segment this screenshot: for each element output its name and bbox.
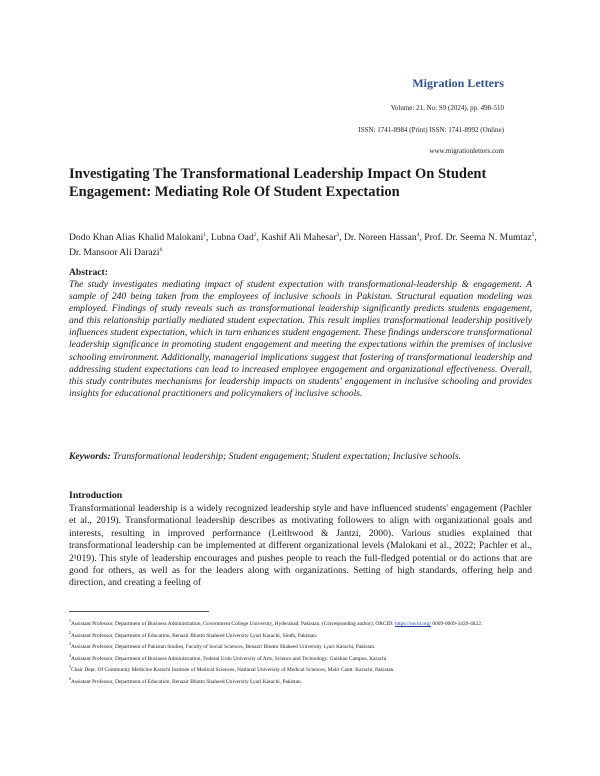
footnote-divider: [69, 611, 209, 612]
keywords-text: Transformational leadership; Student engagement; Student expectation; Inclusive schools.: [110, 451, 461, 462]
journal-name[interactable]: Migration Letters: [412, 76, 504, 90]
author-5: Prof. Dr. Seema N. Mumtaz$^5$,: [424, 232, 537, 244]
journal-website[interactable]: www.migrationletters.com: [429, 147, 504, 155]
paper-title: Investigating The Transformational Leadership Impact On Student Engagement: Mediating Role Of Student Expectation: [69, 166, 487, 200]
keywords-label: Keywords:: [69, 451, 111, 462]
orcid-link[interactable]: https://orcid.org/: [395, 620, 432, 627]
author-4: Dr. Noreen Hassan$^4$,: [343, 232, 425, 244]
issn-info: ISSN: 1741-8984 (Print) ISSN: 1741-8992 (Online): [358, 126, 504, 134]
author-2: Lubna Oad$^2$,: [210, 232, 262, 244]
footnote-5: $^5$Chair Dept. Of Community Medicine Karachi Institute of Medical Sciences, National University of Medical Sciences, Malir Cantt. Karachi, Pakistan.: [69, 664, 395, 674]
introduction-text: Transformational leadership is a widely recognized leadership style and have influenced students' engagement (Pachler et al., 2019). Transformational leadership describes as motivating followers to align with organizational goals and interests, resulting in improved performance (Leithwood & Jantzi, 2000). Various studies explained that transformational leadership can be implemented at different organizational levels (Malokani et al., 2022; Pachler et al., 2¹019). This style of leadership encourages and pushes people to reach the full-fledged potential or do actions that are good for others, as well as for the leaders along with organizations. Setting of high standards, offering help and direction, and creating a feeling of: [69, 503, 532, 589]
footnote-3: $^3$Assistant Professor, Department of Pakistan Studies, Faculty of Social Sciences, Benazir Bhutto Shaheed University Lyari Karachi, Pakistan.: [69, 641, 376, 650]
volume-info: Volume: 21, No: S9 (2024), pp. 498-510: [390, 104, 504, 112]
introduction-heading: Introduction: [69, 490, 123, 501]
author-list: [69, 229, 539, 259]
footnote-4: $^4$Assistant Professor, Department of Business Administration, Federal Urdu University of Arts, Science and Technology. Gulshan Campus, Karachi.: [69, 652, 388, 662]
author-3: Kashif Ali Mahesar$^3$,: [261, 232, 344, 244]
footnotes: [69, 617, 532, 687]
footnote-1: $^1$Assistant Professor, Department of Business Administration, Government College University, Hyderabad, Pakistan, (Corresponding author), ORCID: https://orcid.org/ 0009-0009-3439-4822.: [69, 618, 483, 627]
keywords: [69, 451, 532, 464]
author-6: Dr. Mansoor Ali Darazi$^6$: [69, 247, 163, 259]
abstract-heading: Abstract:: [69, 267, 108, 278]
footnote-2: $^2$Assistant Professor, Department of Education, Benazir Bhutto Shaheed University Lyari Karachi, Sindh, Pakistan.: [69, 629, 318, 639]
abstract-text: The study investigates mediating impact of student expectation with transformational-leadership & engagement. A sample of 240 being taken from the employees of inclusive schools in Pakistan. Structural equation modeling was employed. Findings of study reveals such as transformational leadership significantly predicts students engagement, and this relationship partially mediated student expectation. This result implies transformational leadership positively influences student expectation, which in turn enhances student engagement. These findings underscore transformational leadership significance in promoting student engagement and meeting the expectations within the premises of inclusive schooling environment. Additionally, managerial implications suggest that fostering of transformational leadership and addressing student expectations can lead to increased employee engagement and organizational effectiveness. Overall, this study contributes mechanisms for leadership impacts on students' engagement in inclusive schooling and provides insights for educational practitioners and policymakers of inclusive schools.: [69, 279, 532, 399]
footnote-6: $^6$Assistant Professor, Department of Education, Benazir Bhutto Shaheed University Lyari Karachi, Pakistan.: [69, 675, 303, 685]
author-1: Dodo Khan Alias Khalid Malokani$^1$,: [69, 232, 211, 244]
